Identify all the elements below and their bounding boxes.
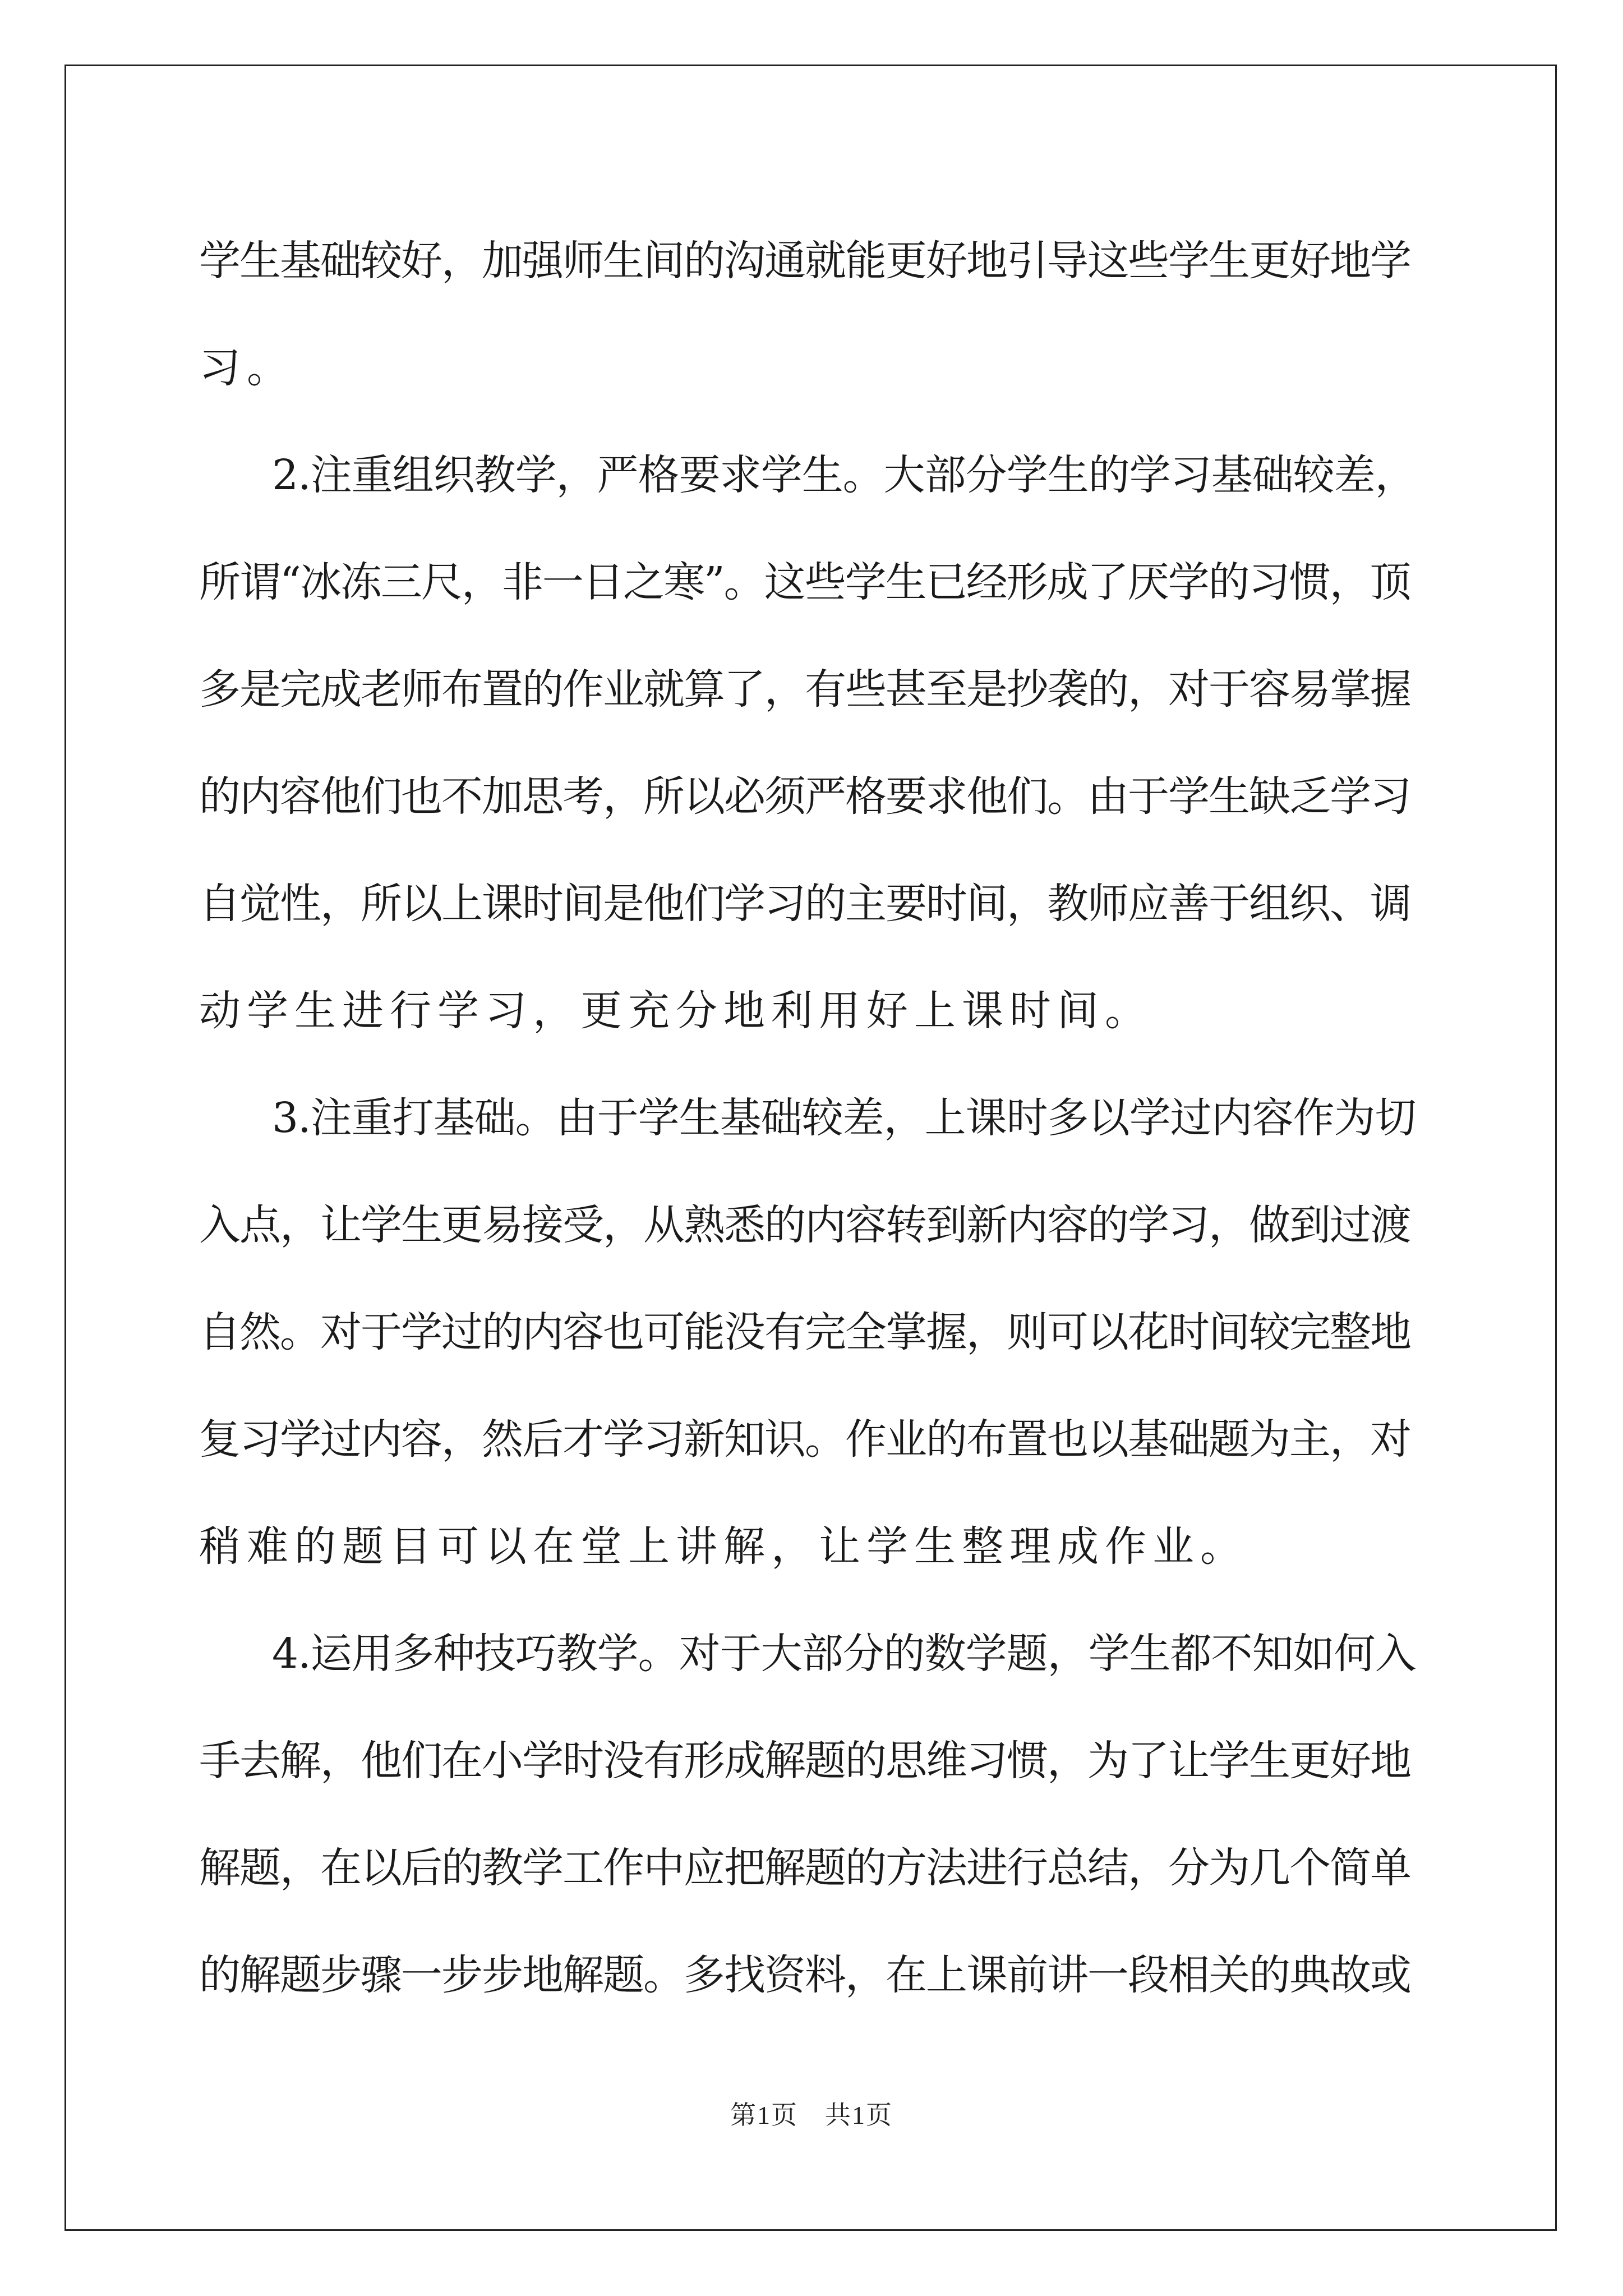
text-line: 入点，让学生更易接受，从熟悉的内容转到新内容的学习，做到过渡: [199, 1201, 1410, 1249]
text-line: 所谓“冰冻三尺，非一日之寒”。这些学生已经形成了厌学的习惯，顶: [199, 558, 1410, 606]
text-line: 多是完成老师布置的作业就算了，有些甚至是抄袭的，对于容易掌握: [199, 665, 1410, 714]
paragraph-start-line: 4.运用多种技巧教学。对于大部分的数学题，学生都不知如何入: [272, 1630, 1416, 1678]
text-line: 动学生进行学习，更充分地利用好上课时间。: [199, 987, 1152, 1035]
text-line: 自觉性，所以上课时间是他们学习的主要时间，教师应善于组织、调: [199, 880, 1410, 928]
text-line: 习。: [199, 344, 294, 392]
text-line: 学生基础较好，加强师生间的沟通就能更好地引导这些学生更好地学: [199, 237, 1410, 285]
text-line: 的解题步骤一步步地解题。多找资料，在上课前讲一段相关的典故或: [199, 1951, 1410, 1999]
text-line: 的内容他们也不加思考，所以必须严格要求他们。由于学生缺乏学习: [199, 772, 1410, 821]
text-line: 稍难的题目可以在堂上讲解，让学生整理成作业。: [199, 1522, 1248, 1571]
paragraph-start-line: 3.注重打基础。由于学生基础较差，上课时多以学过内容作为切: [272, 1094, 1416, 1142]
text-line: 复习学过内容，然后才学习新知识。作业的布置也以基础题为主，对: [199, 1415, 1410, 1464]
text-line: 解题，在以后的教学工作中应把解题的方法进行总结，分为几个简单: [199, 1844, 1410, 1892]
document-body: [199, 208, 1424, 2029]
paragraph-start-line: 2.注重组织教学，严格要求学生。大部分学生的学习基础较差，: [272, 451, 1416, 499]
page-footer: 第1页 共1页: [730, 2101, 893, 2129]
text-line: 自然。对于学过的内容也可能没有完全掌握，则可以花时间较完整地: [199, 1308, 1410, 1356]
text-line: 手去解，他们在小学时没有形成解题的思维习惯，为了让学生更好地: [199, 1737, 1410, 1785]
